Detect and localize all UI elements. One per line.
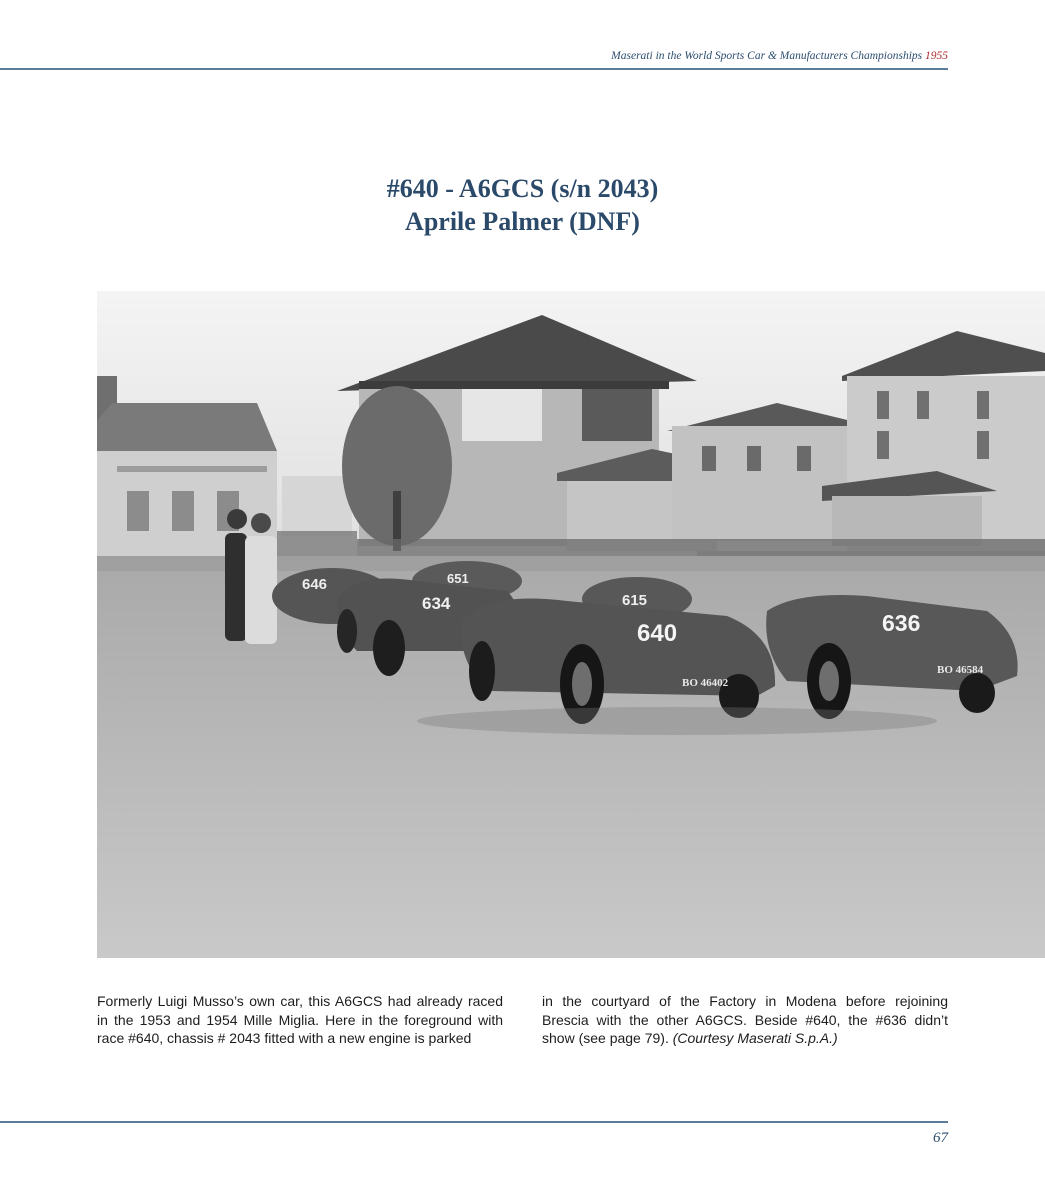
race-number-634: 634 <box>422 594 451 613</box>
running-title: Maserati in the World Sports Car & Manufacturers Championships <box>611 50 923 62</box>
caption-text-2: in the courtyard of the Factory in Modena before rejoining Brescia with the other A6GCS. Beside #640, the #636 didn’t show (see page 79). <box>542 993 948 1046</box>
header-rule <box>0 68 948 70</box>
caption-column-2 <box>542 992 948 1048</box>
title-line-1: #640 - A6GCS (s/n 2043) <box>386 174 659 203</box>
running-head <box>611 50 948 62</box>
race-number-651: 651 <box>447 571 469 586</box>
race-number-646: 646 <box>302 576 328 593</box>
race-number-615: 615 <box>622 592 648 609</box>
title-line-2: Aprile Palmer (DNF) <box>405 207 640 236</box>
plate-636: BO 46584 <box>937 664 984 676</box>
page-title <box>0 172 1045 238</box>
plate-640: BO 46402 <box>682 677 729 689</box>
photo-credit: (Courtesy Maserati S.p.A.) <box>672 1030 838 1046</box>
page-number: 67 <box>933 1130 948 1146</box>
race-number-640: 640 <box>637 620 678 647</box>
running-year: 1955 <box>925 50 948 62</box>
race-cars-photo <box>97 291 1045 958</box>
race-number-636: 636 <box>882 610 921 636</box>
footer-rule <box>0 1121 948 1123</box>
caption-column-1: Formerly Luigi Musso’s own car, this A6GCS had already raced in the 1953 and 1954 Mille Miglia. Here in the foreground with race #640, chassis # 2043 fitted with a new engine is parked <box>97 993 503 1046</box>
